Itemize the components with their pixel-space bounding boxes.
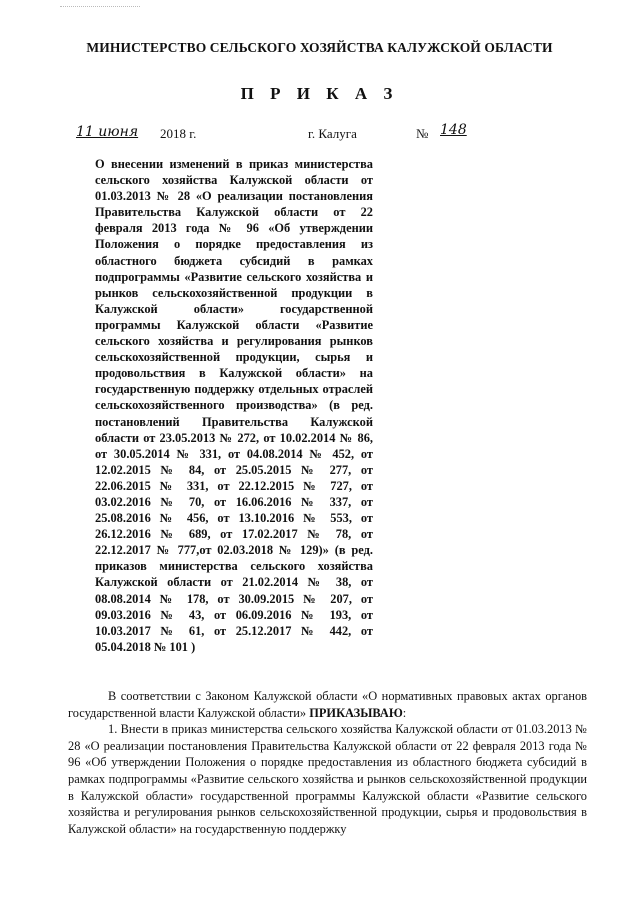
order-year: 2018 г. xyxy=(160,126,197,141)
preamble-text: В соответствии с Законом Калужской области «О нормативных правовых актах органов государственной власти Калужской области» xyxy=(68,689,587,720)
order-body xyxy=(68,688,587,837)
ministry-header: МИНИСТЕРСТВО СЕЛЬСКОГО ХОЗЯЙСТВА КАЛУЖСКОЙ ОБЛАСТИ xyxy=(86,40,553,55)
preamble-paragraph xyxy=(68,688,587,721)
order-number-label: № xyxy=(416,126,429,141)
order-word: ПРИКАЗЫВАЮ xyxy=(309,705,403,720)
order-number-handwritten: 148 xyxy=(440,122,467,138)
scan-artifact xyxy=(60,0,140,7)
order-subject: О внесении изменений в приказ министерства сельского хозяйства Калужской области от 01.03.2013 № 28 «О реализации постановления Правительства Калужской области от 22 февраля 2013 года № 96 «Об утверждении Положения о порядке предоставления из областного бюджета субсидий в рамках подпрограммы «Развитие сельского хозяйства и рынков сельскохозяйственной продукции в Калужской области» государственной программы Калужской области «Развитие сельского хозяйства и регулирования рынков сельскохозяйственной продукции, сырья и продовольствия в Калужской области» на государственную поддержку отдельных отраслей сельскохозяйственного производства» (в ред. постановлений Правительства Калужской области от 23.05.2013 № 272, от 10.02.2014 № 86, от 30.05.2014 № 331, от 04.08.2014 № 452, от 12.02.2015 № 84, от 25.05.2015 № 277, от 22.06.2015 № 331, от 22.12.2015 № 727, от 03.02.2016 № 70, от 16.06.2016 № 337, от 25.08.2016 № 456, от 13.10.2016 № 553, от 26.12.2016 № 689, от 17.02.2017 № 78, от 22.12.2017 № 777,от 02.03.2018 № 129)» (в ред. приказов министерства сельского хозяйства Калужской области от 21.02.2014 № 38, от 08.08.2014 № 178, от 30.09.2015 № 207, от 09.03.2016 № 43, от 06.09.2016 № 193, от 10.03.2017 № 61, от 25.12.2017 № 442, от 05.04.2018 № 101 ) xyxy=(95,157,373,654)
order-city: г. Калуга xyxy=(308,126,357,141)
order-meta-row xyxy=(76,124,496,146)
order-title: П Р И К А З xyxy=(240,84,399,103)
order-date-handwritten: 11 июня xyxy=(76,124,139,140)
item-1-paragraph: 1. Внести в приказ министерства сельского хозяйства Калужской области от 01.03.2013 № 28 «О реализации постановления Правительства Калужской области от 22 февраля 2013 года № 96 «Об утверждении Положения о порядке предоставления из областного бюджета субсидий в рамках подпрограммы «Развитие сельского хозяйства и рынков сельскохозяйственной продукции в Калужской области» государственной программы Калужской области «Развитие сельского хозяйства и регулирования рынков сельскохозяйственной продукции, сырья и продовольствия в Калужской области» на государственную поддержку xyxy=(68,722,587,836)
order-colon: : xyxy=(402,705,407,720)
